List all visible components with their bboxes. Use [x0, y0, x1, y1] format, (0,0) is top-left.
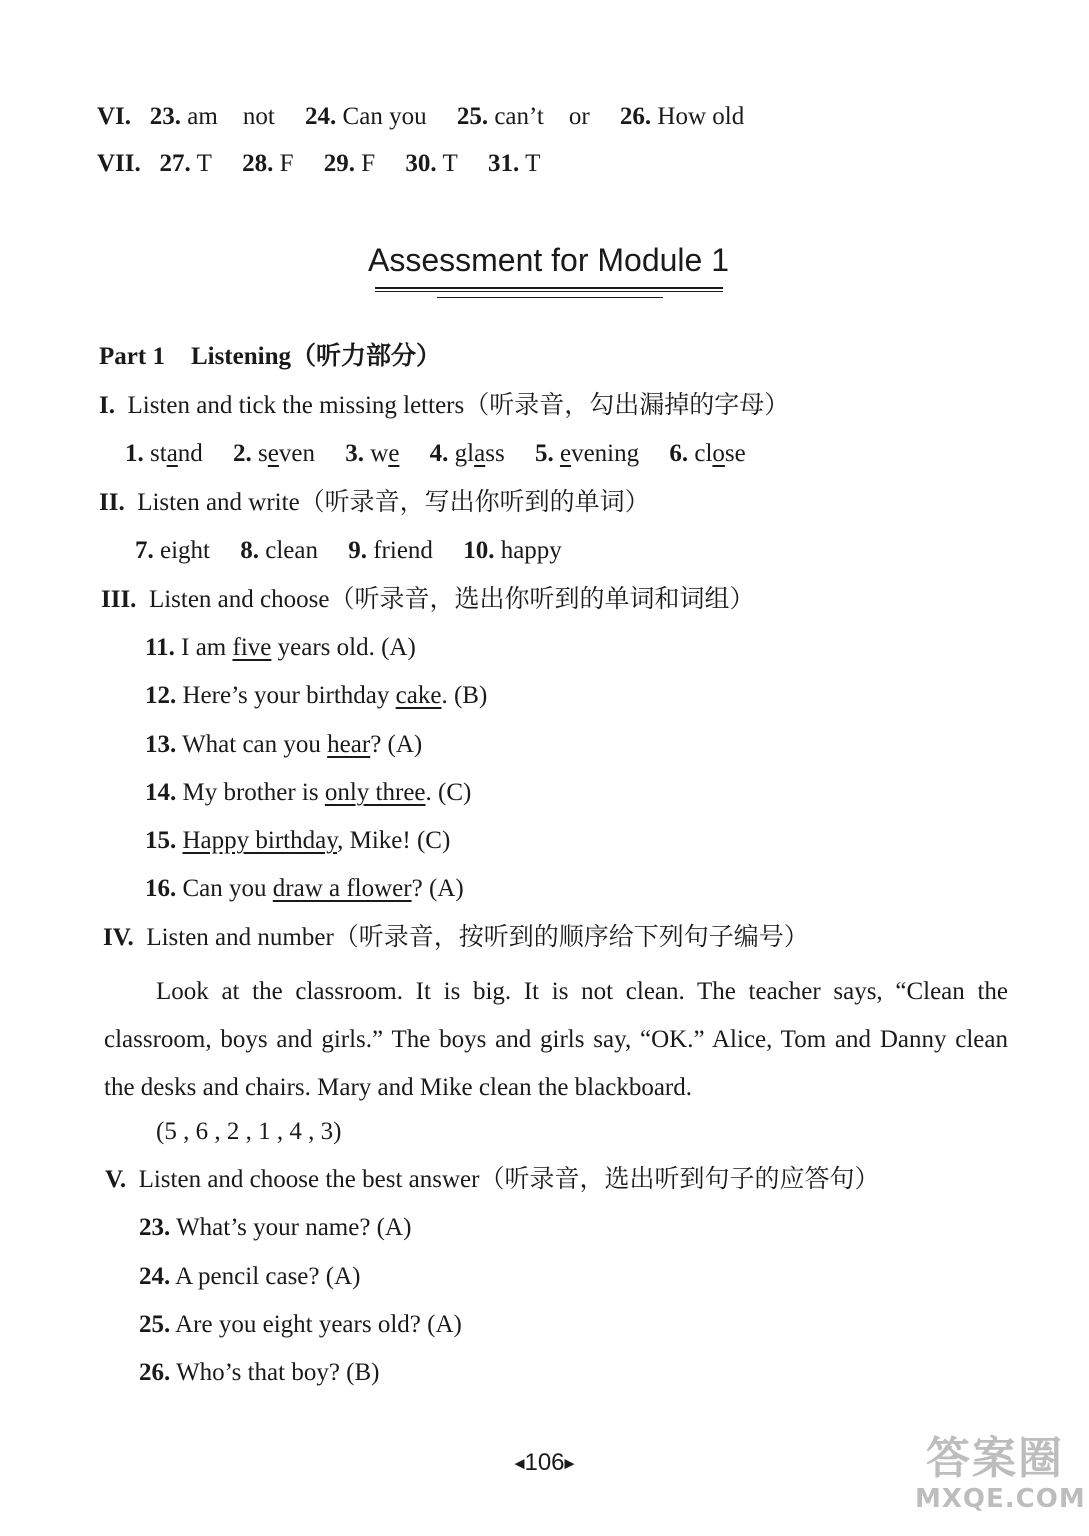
answer-item: 24. Can you [305, 103, 427, 130]
answer-row-vi [97, 101, 744, 133]
section-iv-heading: IV. Listen and number（听录音，按听到的顺序给下列句子编号） [103, 924, 809, 951]
answer-row-vii [97, 148, 540, 180]
list-item: 11. I am five years old. (A) [145, 634, 416, 661]
answer-item: 27. T [159, 150, 212, 177]
right-triangle-icon: ▶ [564, 1455, 575, 1471]
answer-item: 1. stand [125, 440, 203, 467]
order-answer: (5 , 6 , 2 , 1 , 4 , 3) [156, 1118, 342, 1145]
section-label: VII. [97, 150, 141, 177]
section-iii-heading: III. Listen and choose（听录音，选出你听到的单词和词组） [101, 586, 755, 613]
answer-item: 31. T [488, 150, 541, 177]
list-item: 14. My brother is only three. (C) [145, 779, 472, 806]
section-v-heading: V. Listen and choose the best answer（听录音，选出听到句子的应答句） [105, 1166, 880, 1193]
answer-item: 25. can’t or [456, 103, 590, 130]
answer-item: 28. F [242, 150, 294, 177]
watermark: 答案圈 MXQE.COM [915, 1433, 1086, 1514]
answer-item: 29. F [323, 150, 376, 177]
title-rule [437, 297, 663, 298]
list-item: 15. Happy birthday, Mike! (C) [145, 827, 451, 854]
page-number: ◀106▶ [514, 1449, 575, 1476]
section-ii-heading: II. Listen and write（听录音，写出你听到的单词） [99, 489, 650, 516]
answer-item: 6. close [669, 440, 746, 467]
list-item: 23. What’s your name? (A) [139, 1214, 412, 1241]
assessment-title: Assessment for Module 1 [367, 242, 730, 278]
list-item: 12. Here’s your birthday cake. (B) [145, 682, 488, 709]
section-label: VI. [97, 103, 132, 130]
title-rule [375, 287, 723, 289]
left-triangle-icon: ◀ [514, 1455, 525, 1471]
answer-item: 2. seven [233, 440, 315, 467]
answer-item: 26. How old [619, 103, 745, 130]
answer-item: 3. we [345, 440, 400, 467]
section-i-heading: I. Listen and tick the missing letters（听录音，勾出漏掉的字母） [99, 392, 790, 419]
list-item: 24. A pencil case? (A) [139, 1263, 361, 1290]
passage: Look at the classroom. It is big. It is not clean. The teacher says, “Clean the classroom, boys and girls.” The boys and girls say, “OK.” Alice, Tom and Danny clean the desks and chairs. Mary and Mike clean the blackboard. [104, 978, 1008, 1101]
answer-item: 10. happy [463, 537, 562, 564]
part-heading: Part 1 Listening（听力部分） [99, 343, 441, 370]
answer-item: 7. eight [135, 537, 210, 564]
list-item: 13. What can you hear? (A) [145, 731, 423, 758]
section-ii-answers [135, 535, 562, 567]
section-i-answers [125, 438, 746, 470]
answer-item: 4. glass [429, 440, 505, 467]
title-rule [375, 291, 723, 292]
answer-item: 8. clean [240, 537, 318, 564]
answer-item: 5. evening [534, 440, 640, 467]
list-item: 16. Can you draw a flower? (A) [145, 875, 464, 902]
answer-item: 9. friend [348, 537, 433, 564]
list-item: 25. Are you eight years old? (A) [139, 1311, 462, 1338]
answer-item: 30. T [405, 150, 458, 177]
answer-item: 23. am not [149, 103, 275, 130]
list-item: 26. Who’s that boy? (B) [139, 1359, 380, 1386]
